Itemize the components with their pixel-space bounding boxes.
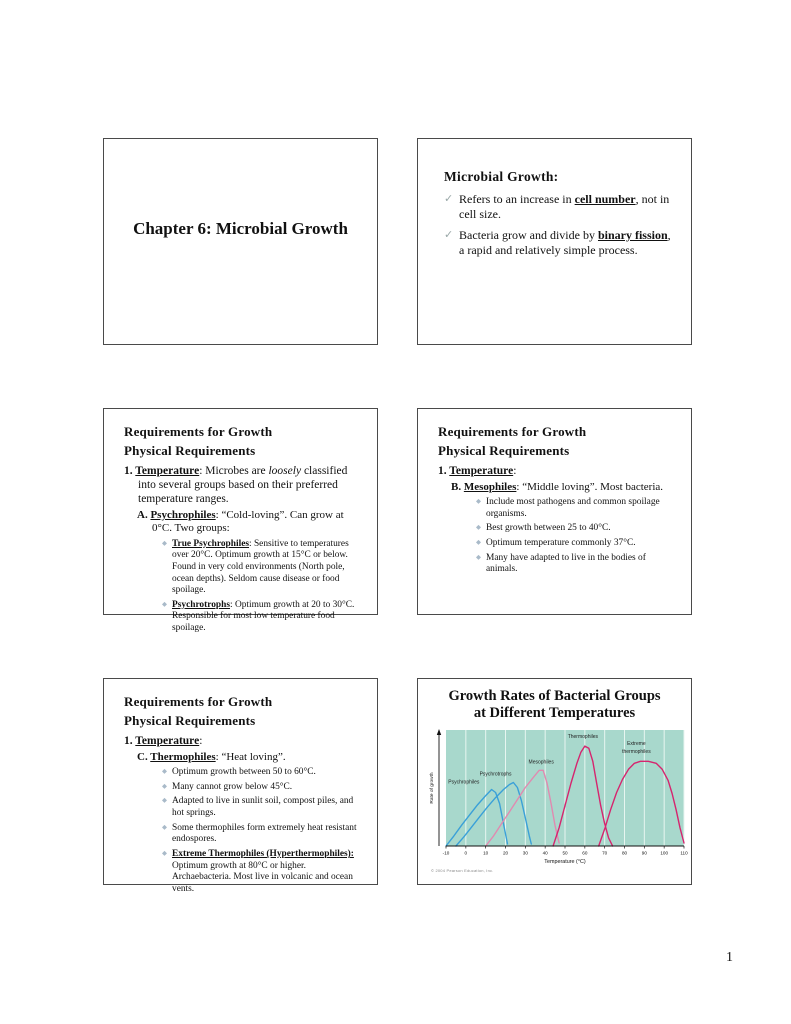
sub-bullet [162,600,363,635]
sub-bullet [476,523,677,535]
sub-bullet-text: Optimum temperature commonly 37°C. [486,538,636,549]
x-tick-label: 40 [542,850,548,856]
curve-label: Psychrotrophs [479,771,512,778]
slide-thermophiles [103,678,378,895]
lettered-item: B. Mesophiles: “Middle loving”. Most bacteria. [451,480,664,493]
y-axis-label: Rate of growth [430,772,435,804]
x-tick-label: 90 [641,850,647,856]
x-tick-label: -10 [442,850,450,856]
sub-bullet [476,538,677,550]
figure-credit: © 2004 Pearson Education, Inc. [431,868,494,873]
curve-label: thermophiles [622,749,651,756]
x-tick-label: 60 [582,850,588,856]
x-tick-label: 20 [502,850,509,856]
slide-title [103,138,378,345]
diamond-icon: ◆ [162,782,167,790]
sub-bullet [162,796,363,819]
x-tick-label: 100 [660,850,669,856]
x-tick-label: 30 [522,850,528,856]
sub-bullet [476,497,677,520]
bullet-text: Bacteria grow and divide by binary fission, a rapid and relatively simple process. [459,227,671,258]
bullet-item [444,192,675,223]
sub-bullet-text: Optimum growth between 50 to 60°C. [172,767,316,778]
diamond-icon: ◆ [162,850,167,858]
slide-heading-1: Requirements for Growth [124,424,273,439]
bullet-item [444,228,675,259]
slide-heading-2: Physical Requirements [124,712,256,728]
diamond-icon: ◆ [162,797,167,805]
x-tick-label: 80 [621,850,628,856]
slide-heading-2: Physical Requirements [124,442,256,458]
slide-heading-2: Physical Requirements [438,442,570,458]
growth-chart-svg [420,725,692,871]
sub-bullet-text: Adapted to live in sunlit soil, compost piles, and hot springs. [172,796,354,819]
sub-bullet-text: Many cannot grow below 45°C. [172,781,293,792]
curve-label: Psychrophiles [448,779,480,786]
check-icon: ✓ [444,193,454,205]
chart-title-line2: at Different Temperatures [473,705,636,722]
curve-label: Mesophiles [528,759,554,766]
check-icon: ✓ [444,228,454,241]
sub-bullet [476,553,677,576]
slide-growth-rates-chart [417,678,692,885]
sub-bullet-text: Many have adapted to live in the bodies of animals. [486,552,646,575]
sub-bullet-text: Best growth between 25 to 40°C. [486,523,611,534]
y-axis-arrowhead [437,729,441,735]
diamond-icon: ◆ [476,498,481,506]
sub-bullet-text: Some thermophiles form extremely heat resistant endospores. [172,822,357,845]
diamond-icon: ◆ [162,539,167,547]
page-number: 1 [726,950,733,965]
slide-mesophiles [417,408,692,615]
sub-bullet [162,539,363,597]
x-tick-label: 70 [602,850,608,856]
slide-heading: Microbial Growth: [444,169,559,184]
x-tick-label: 110 [680,850,688,856]
sub-bullet-text: Psychrotrophs: Optimum growth at 20 to 30°C. Responsible for most low temperature food spoilage. [172,599,355,634]
numbered-item: 1. Temperature: [438,464,517,477]
slide-heading-1: Requirements for Growth [124,694,273,709]
slide-heading-1: Requirements for Growth [438,424,587,439]
chapter-title: Chapter 6: Microbial Growth [133,219,348,238]
diamond-icon: ◆ [162,768,167,776]
chart-title-line1: Growth Rates of Bacterial Groups [448,688,661,704]
slide-microbial-growth [417,138,692,345]
curve-label: Thermophiles [567,734,598,741]
chart-slide-title [418,688,691,723]
sub-bullet [162,849,363,896]
x-tick-label: 50 [562,850,568,856]
sub-bullet-text: Include most pathogens and common spoilage organisms. [486,497,660,519]
x-axis-label: Temperature (°C) [544,859,586,865]
diamond-icon: ◆ [162,823,167,831]
lettered-item: A. Psychrophiles: “Cold-loving”. Can grow at 0°C. Two groups: [137,508,344,535]
sub-bullet [162,767,363,779]
diamond-icon: ◆ [162,600,167,608]
diamond-icon: ◆ [476,539,481,547]
curve-label: Extreme [627,741,646,748]
x-tick-label: 0 [464,850,468,856]
bullet-text: Refers to an increase in cell number, not in cell size. [459,192,670,222]
sub-bullet [162,782,363,794]
diamond-icon: ◆ [476,524,481,532]
lettered-item: C. Thermophiles: “Heat loving”. [137,750,286,763]
numbered-item: 1. Temperature: [124,734,203,747]
numbered-item: 1. Temperature: Microbes are loosely classified into several groups based on their preferred temperature ranges. [124,464,348,505]
diamond-icon: ◆ [476,553,481,561]
x-tick-label: 10 [483,850,489,856]
slide-psychrophiles [103,408,378,634]
sub-bullet [162,823,363,846]
sub-bullet-text: True Psychrophiles: Sensitive to temperatures over 20°C. Optimum growth at 15°C or below. Found in very cold environments (North pole, ocean depths). Seldom cause disease or food spoilage. [172,538,349,596]
sub-bullet-text: Extreme Thermophiles (Hyperthermophiles): Optimum growth at 80°C or higher. Archaebacteria. Most live in volcanic and ocean vents. [172,849,354,895]
